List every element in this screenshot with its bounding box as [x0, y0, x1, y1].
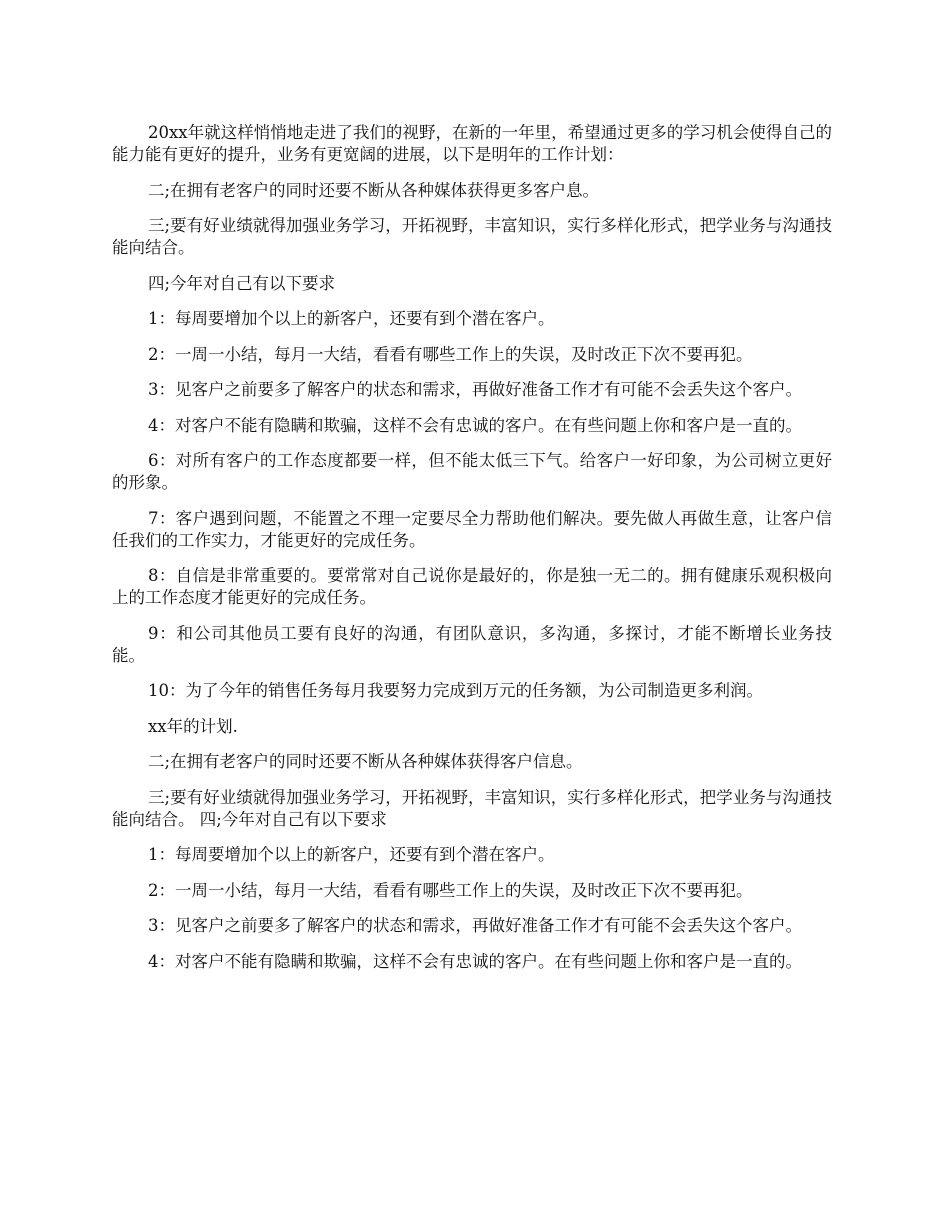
requirement-4-repeat: 4：对客户不能有隐瞒和欺骗，这样不会有忠诚的客户。在有些问题上你和客户是一直的。: [148, 951, 802, 971]
paragraph-intro: 20xx年就这样悄悄地走进了我们的视野，在新的一年里，希望通过更多的学习机会使得自己的能力能有更好的提升，业务有更宽阔的进展，以下是明年的工作计划：: [112, 123, 832, 164]
paragraph-item-2-repeat: 二;在拥有老客户的同时还要不断从各种媒体获得客户信息。: [148, 752, 583, 771]
requirement-1-repeat: 1：每周要增加个以上的新客户，还要有到个潜在客户。: [148, 845, 555, 864]
paragraph-item-3: 三;要有好业绩就得加强业务学习，开拓视野，丰富知识，实行多样化形式，把学业务与沟通技能向结合。: [112, 216, 832, 257]
requirement-3-repeat: 3：见客户之前要多了解客户的状态和需求，再做好准备工作才有可能不会丢失这个客户。: [148, 916, 802, 935]
requirement-2: 2：一周一小结，每月一大结，看看有哪些工作上的失误，及时改正下次不要再犯。: [148, 344, 753, 364]
requirement-2-repeat: 2：一周一小结，每月一大结，看看有哪些工作上的失误，及时改正下次不要再犯。: [148, 880, 753, 900]
requirement-6: 6：对所有客户的工作态度都要一样，但不能太低三下气。给客户一好印象，为公司树立更好的形象。: [112, 451, 832, 492]
requirement-10: 10：为了今年的销售任务每月我要努力完成到万元的任务额，为公司制造更多利润。: [148, 681, 763, 700]
requirement-8: 8：自信是非常重要的。要常常对自己说你是最好的，你是独一无二的。拥有健康乐观积极向上的工作态度才能更好的完成任务。: [112, 566, 832, 607]
requirement-1: 1：每周要增加个以上的新客户，还要有到个潜在客户。: [148, 309, 555, 328]
requirement-9: 9：和公司其他员工要有良好的沟通，有团队意识，多沟通，多探讨，才能不断增长业务技能。: [112, 623, 832, 665]
requirement-7: 7：客户遇到问题，不能置之不理一定要尽全力帮助他们解决。要先做人再做生意，让客户信任我们的工作实力，才能更好的完成任务。: [112, 508, 832, 550]
requirement-3: 3：见客户之前要多了解客户的状态和需求，再做好准备工作才有可能不会丢失这个客户。: [148, 380, 802, 399]
section-heading-plan: xx年的计划.: [148, 716, 238, 736]
document-body: [112, 122, 832, 986]
paragraph-item-2: 二;在拥有老客户的同时还要不断从各种媒体获得更多客户息。: [148, 180, 600, 200]
paragraph-item-4: 四;今年对自己有以下要求: [148, 273, 336, 293]
requirement-4: 4：对客户不能有隐瞒和欺骗，这样不会有忠诚的客户。在有些问题上你和客户是一直的。: [148, 415, 802, 435]
paragraph-item-3-repeat: 三;要有好业绩就得加强业务学习，开拓视野，丰富知识，实行多样化形式，把学业务与沟通技能向结合。 四;今年对自己有以下要求: [112, 787, 832, 829]
